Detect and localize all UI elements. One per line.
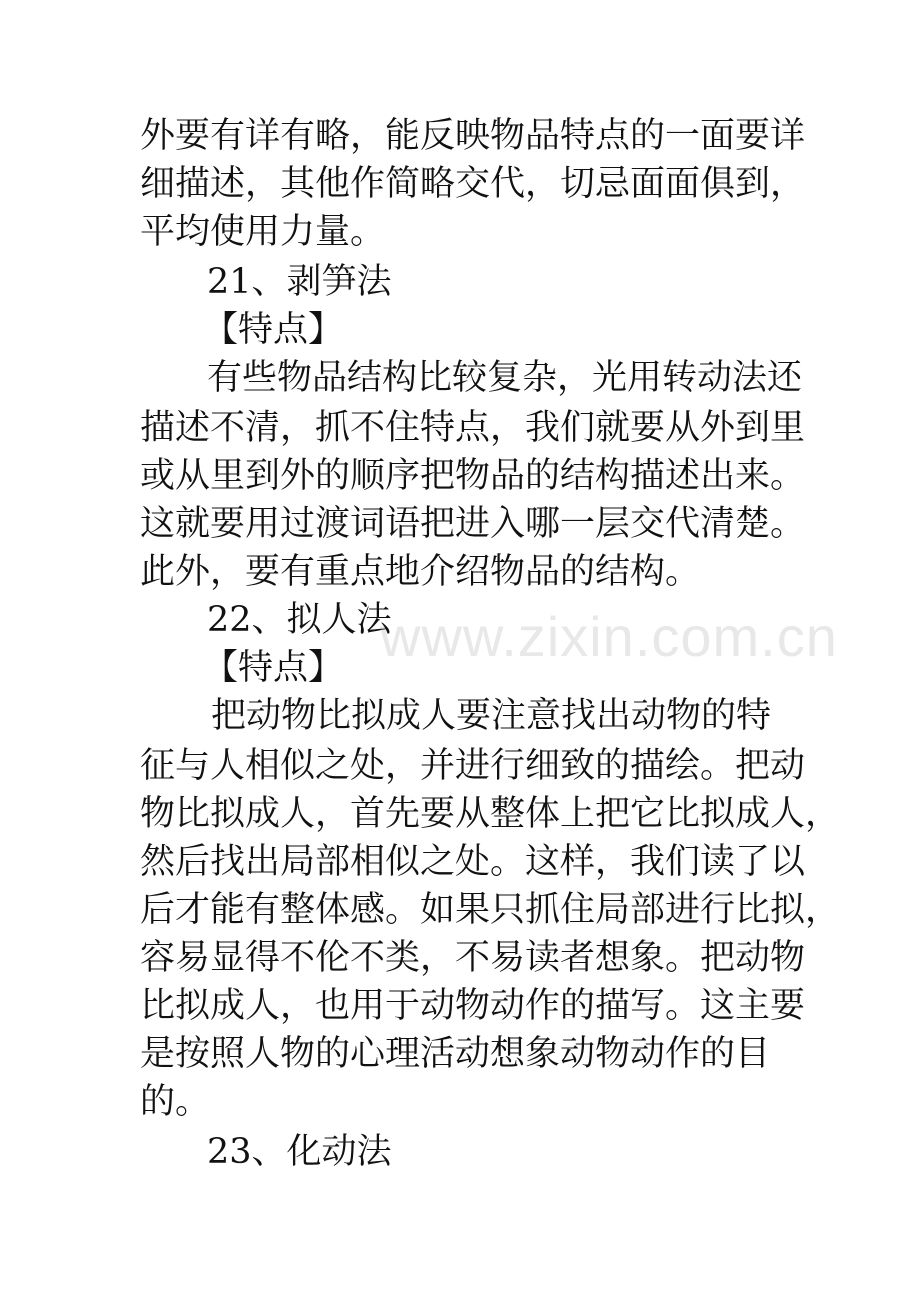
paragraph-line: 容易显得不伦不类，不易读者想象。把动物 (140, 938, 806, 978)
paragraph-line: 这就要用过渡词语把进入哪一层交代清楚。 (140, 504, 806, 544)
paragraph-line: 有些物品结构比较复杂，光用转动法还 (207, 358, 803, 398)
paragraph-line: 描述不清，抓不住特点，我们就要从外到里 (140, 408, 806, 448)
paragraph-line: 后才能有整体感。如果只抓住局部进行比拟， (140, 890, 841, 930)
section-heading: 23、化动法 (207, 1132, 392, 1172)
paragraph-line: 或从里到外的顺序把物品的结构描述出来。 (140, 456, 806, 496)
paragraph-line: 比拟成人，也用于动物动作的描写。这主要 (140, 986, 806, 1026)
paragraph-line: 把动物比拟成人要注意找出动物的特 (211, 696, 772, 736)
section-heading: 22、拟人法 (207, 600, 392, 640)
paragraph-line: 是按照人物的心理活动想象动物动作的目 (140, 1034, 771, 1074)
paragraph-line: 平均使用力量。 (140, 212, 386, 252)
feature-heading: 【特点】 (203, 310, 344, 350)
section-heading: 21、剥笋法 (207, 262, 392, 302)
paragraph-line: 外要有详有略，能反映物品特点的一面要详 (140, 116, 806, 156)
paragraph-line: 此外，要有重点地介绍物品的结构。 (140, 552, 701, 592)
feature-heading: 【特点】 (203, 648, 344, 688)
paragraph-line: 物比拟成人，首先要从整体上把它比拟成人， (140, 794, 841, 834)
paragraph-line: 的。 (140, 1082, 211, 1122)
paragraph-line: 然后找出局部相似之处。这样，我们读了以 (140, 842, 806, 882)
paragraph-line: 征与人相似之处，并进行细致的描绘。把动 (140, 746, 806, 786)
paragraph-line: 细描述，其他作简略交代，切忌面面俱到， (140, 164, 806, 204)
watermark: www.zixin.com.cn (380, 605, 838, 668)
